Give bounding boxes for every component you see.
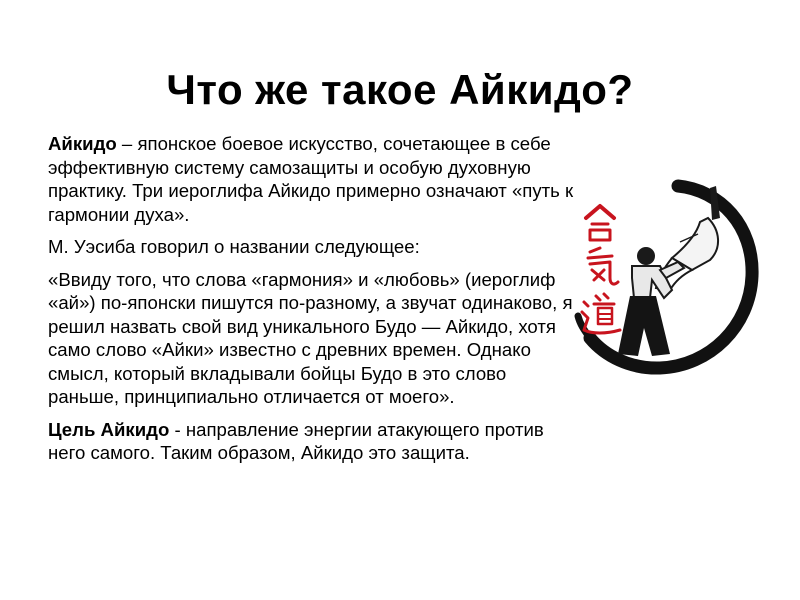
paragraph-definition — [48, 132, 578, 226]
goal-text: - направление энергии атакующего против него самого. Таким образом, Айкидо это защита. — [48, 418, 544, 463]
paragraph-goal — [48, 418, 578, 465]
paragraph-quote — [48, 268, 578, 409]
slide-body — [48, 132, 578, 474]
term-aikido: Айкидо — [48, 133, 117, 154]
quote-text: «Ввиду того, что слова «гармония» и «любовь» (иероглиф «ай») по-японски пишутся по-разному, а звучат одинаково, я решил назвать свой вид уникального Будо — Айкидо, хотя само слово «Айки» известно с древних времен. Однако смысл, который вкладывали бойцы Будо в это слово раньше, принципиально отличается от моего». — [48, 268, 573, 407]
slide-title: Что же такое Айкидо? — [166, 66, 634, 113]
definition-text: – японское боевое искусство, сочетающее в себе эффективную систему самозащиты и особую духовную практику. Три иероглифа Айкидо примерно означают «путь к гармонии духа». — [48, 133, 574, 225]
ueshiba-intro-text: М. Уэсиба говорил о названии следующее: — [48, 236, 420, 257]
aikido-throw-ensō-illustration — [560, 178, 760, 378]
thrower-figure — [618, 247, 684, 356]
term-goal: Цель Айкидо — [48, 418, 170, 440]
paragraph-ueshiba-intro — [48, 235, 578, 259]
calligraphy-aikido — [582, 206, 620, 333]
